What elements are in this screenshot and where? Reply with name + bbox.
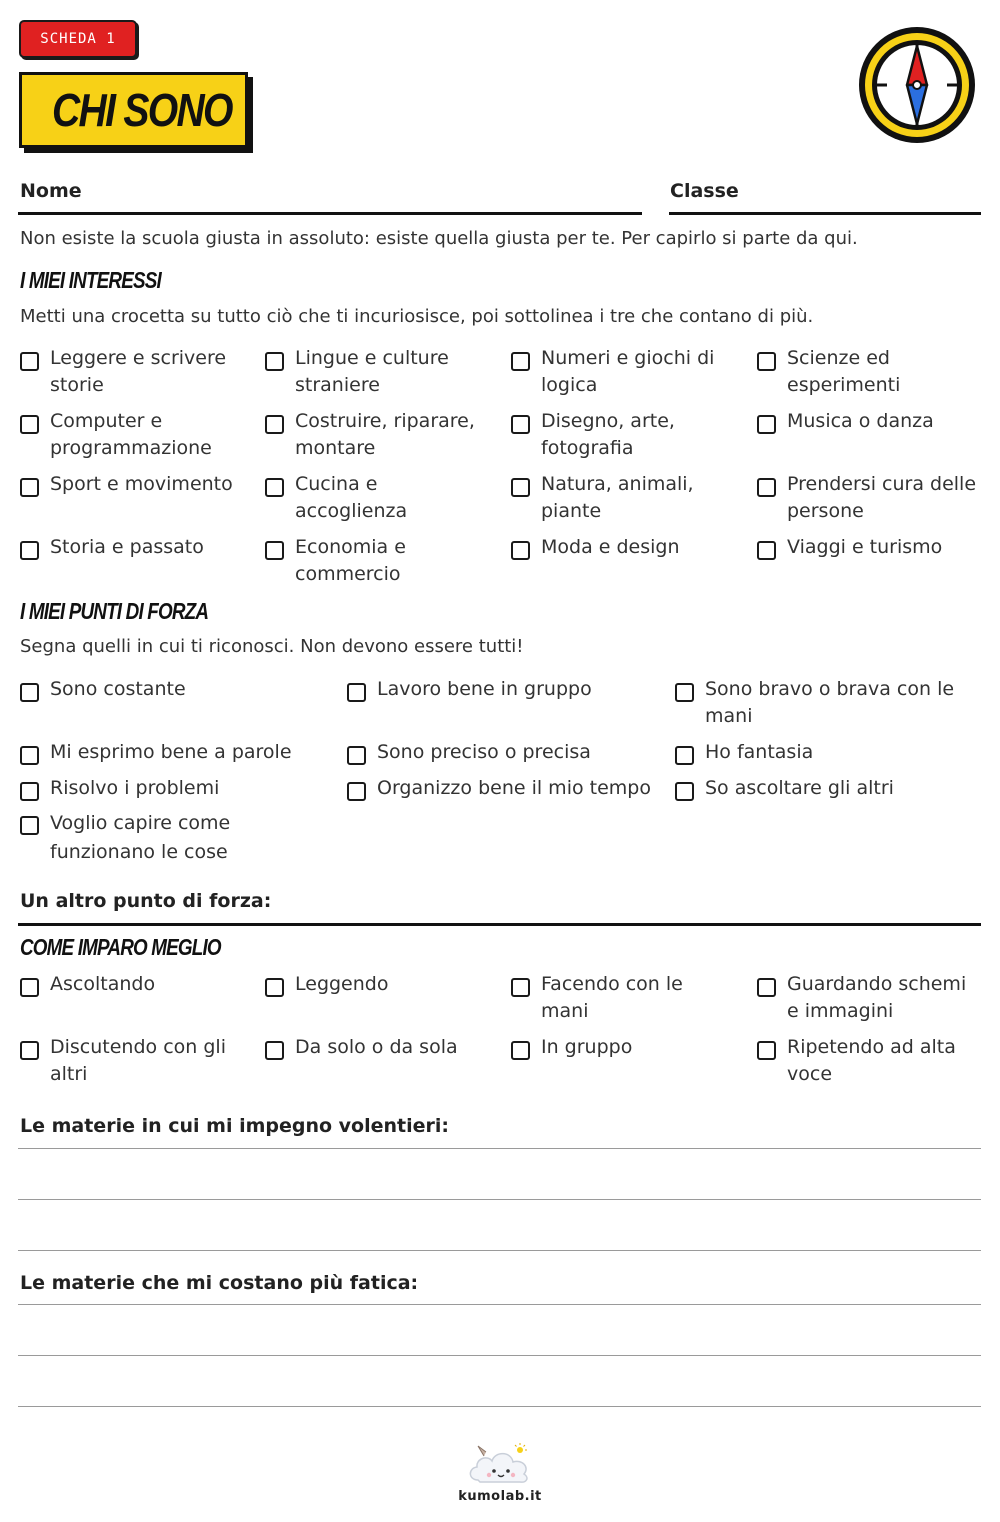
interests-heading: I MIEI INTERESSI [20,267,161,293]
interest-option[interactable]: Prendersi cura delle persone [757,475,982,525]
learning-option[interactable]: Guardando schemi e immagini [757,975,982,1025]
checkbox[interactable] [265,1041,284,1060]
learning-option[interactable]: In gruppo [511,1038,736,1061]
compass-icon [856,24,978,146]
name-field[interactable] [18,212,642,215]
checkbox[interactable] [20,352,39,371]
footer-site: kumolab.it [458,1489,542,1504]
checkbox[interactable] [20,415,39,434]
writing-line[interactable] [18,1148,981,1149]
strength-option[interactable]: Sono bravo o brava con le mani [675,680,975,730]
checkbox[interactable] [347,782,366,801]
checkbox[interactable] [675,746,694,765]
interest-option[interactable]: Computer e programmazione [20,412,245,462]
writing-line[interactable] [18,1199,981,1200]
strengths-instruction: Segna quelli in cui ti riconosci. Non devono essere tutti! [20,636,524,657]
learning-option[interactable]: Ripetendo ad alta voce [757,1038,982,1088]
learning-option[interactable]: Da solo o da sola [265,1038,490,1061]
interest-option[interactable]: Costruire, riparare, montare [265,412,490,462]
interest-option[interactable]: Moda e design [511,538,736,561]
class-label: Classe [670,180,739,202]
learning-option[interactable]: Facendo con le mani [511,975,736,1025]
learning-option[interactable]: Discutendo con gli altri [20,1038,245,1088]
interest-option[interactable]: Lingue e culture straniere [265,349,490,399]
interest-option[interactable]: Disegno, arte, fotografia [511,412,736,462]
class-field[interactable] [669,212,981,215]
checkbox[interactable] [511,478,530,497]
sheet-badge: SCHEDA 1 [19,20,137,58]
checkbox[interactable] [20,478,39,497]
strength-option[interactable]: Lavoro bene in gruppo [347,680,657,703]
other-strength-field[interactable] [18,923,981,926]
strength-option[interactable]: Sono preciso o precisa [347,743,657,766]
checkbox[interactable] [20,541,39,560]
checkbox[interactable] [675,782,694,801]
favourite-subjects-label: Le materie in cui mi impegno volentieri: [20,1115,449,1137]
interest-option[interactable]: Sport e movimento [20,475,245,498]
checkbox[interactable] [265,478,284,497]
hard-subjects-label: Le materie che mi costano più fatica: [20,1272,419,1294]
interest-option[interactable]: Storia e passato [20,538,245,561]
strength-option[interactable]: Sono costante [20,680,320,703]
strengths-heading: I MIEI PUNTI DI FORZA [20,598,209,624]
strength-option[interactable]: Organizzo bene il mio tempo [347,779,657,802]
checkbox[interactable] [20,683,39,702]
interest-option[interactable]: Leggere e scrivere storie [20,349,245,399]
checkbox[interactable] [757,478,776,497]
interest-option[interactable]: Scienze ed esperimenti [757,349,982,399]
interest-option[interactable]: Numeri e giochi di logica [511,349,736,399]
checkbox[interactable] [20,978,39,997]
interest-option[interactable]: Economia e commercio [265,538,490,588]
checkbox[interactable] [265,978,284,997]
checkbox[interactable] [265,541,284,560]
other-strength-label: Un altro punto di forza: [20,890,272,912]
writing-line[interactable] [18,1355,981,1356]
checkbox[interactable] [511,415,530,434]
interest-option[interactable]: Musica o danza [757,412,982,435]
interest-option[interactable]: Natura, animali, piante [511,475,736,525]
checkbox[interactable] [511,978,530,997]
learning-option[interactable]: Leggendo [265,975,490,998]
checkbox[interactable] [675,683,694,702]
strength-option[interactable]: Ho fantasia [675,743,975,766]
page-title [19,72,248,148]
name-label: Nome [20,180,82,202]
strength-option[interactable]: Risolvo i problemi [20,779,320,802]
interests-instruction: Metti una crocetta su tutto ciò che ti incuriosisce, poi sottolinea i tre che contano di più. [20,306,814,327]
checkbox[interactable] [757,1041,776,1060]
checkbox[interactable] [20,816,39,835]
page-title-text: CHI SONO [52,84,232,136]
interest-option[interactable]: Cucina e accoglienza [265,475,490,525]
writing-line[interactable] [18,1304,981,1305]
checkbox[interactable] [265,352,284,371]
checkbox[interactable] [757,352,776,371]
writing-line[interactable] [18,1406,981,1407]
cloud-logo-icon [464,1440,536,1488]
checkbox[interactable] [511,541,530,560]
checkbox[interactable] [20,1041,39,1060]
checkbox[interactable] [757,541,776,560]
learning-option[interactable]: Ascoltando [20,975,245,998]
checkbox[interactable] [511,1041,530,1060]
checkbox[interactable] [347,683,366,702]
strength-option[interactable]: So ascoltare gli altri [675,779,975,802]
intro-text: Non esiste la scuola giusta in assoluto: esiste quella giusta per te. Per capirlo si parte da qui. [20,228,858,249]
checkbox[interactable] [757,415,776,434]
writing-line[interactable] [18,1250,981,1251]
interest-option[interactable]: Viaggi e turismo [757,538,982,561]
checkbox[interactable] [20,746,39,765]
checkbox[interactable] [265,415,284,434]
learning-heading: COME IMPARO MEGLIO [20,934,221,960]
checkbox[interactable] [347,746,366,765]
checkbox[interactable] [757,978,776,997]
checkbox[interactable] [511,352,530,371]
strength-option[interactable]: Mi esprimo bene a parole [20,743,320,766]
checkbox[interactable] [20,782,39,801]
strength-option[interactable]: Voglio capire come funzionano le cose [20,813,260,867]
